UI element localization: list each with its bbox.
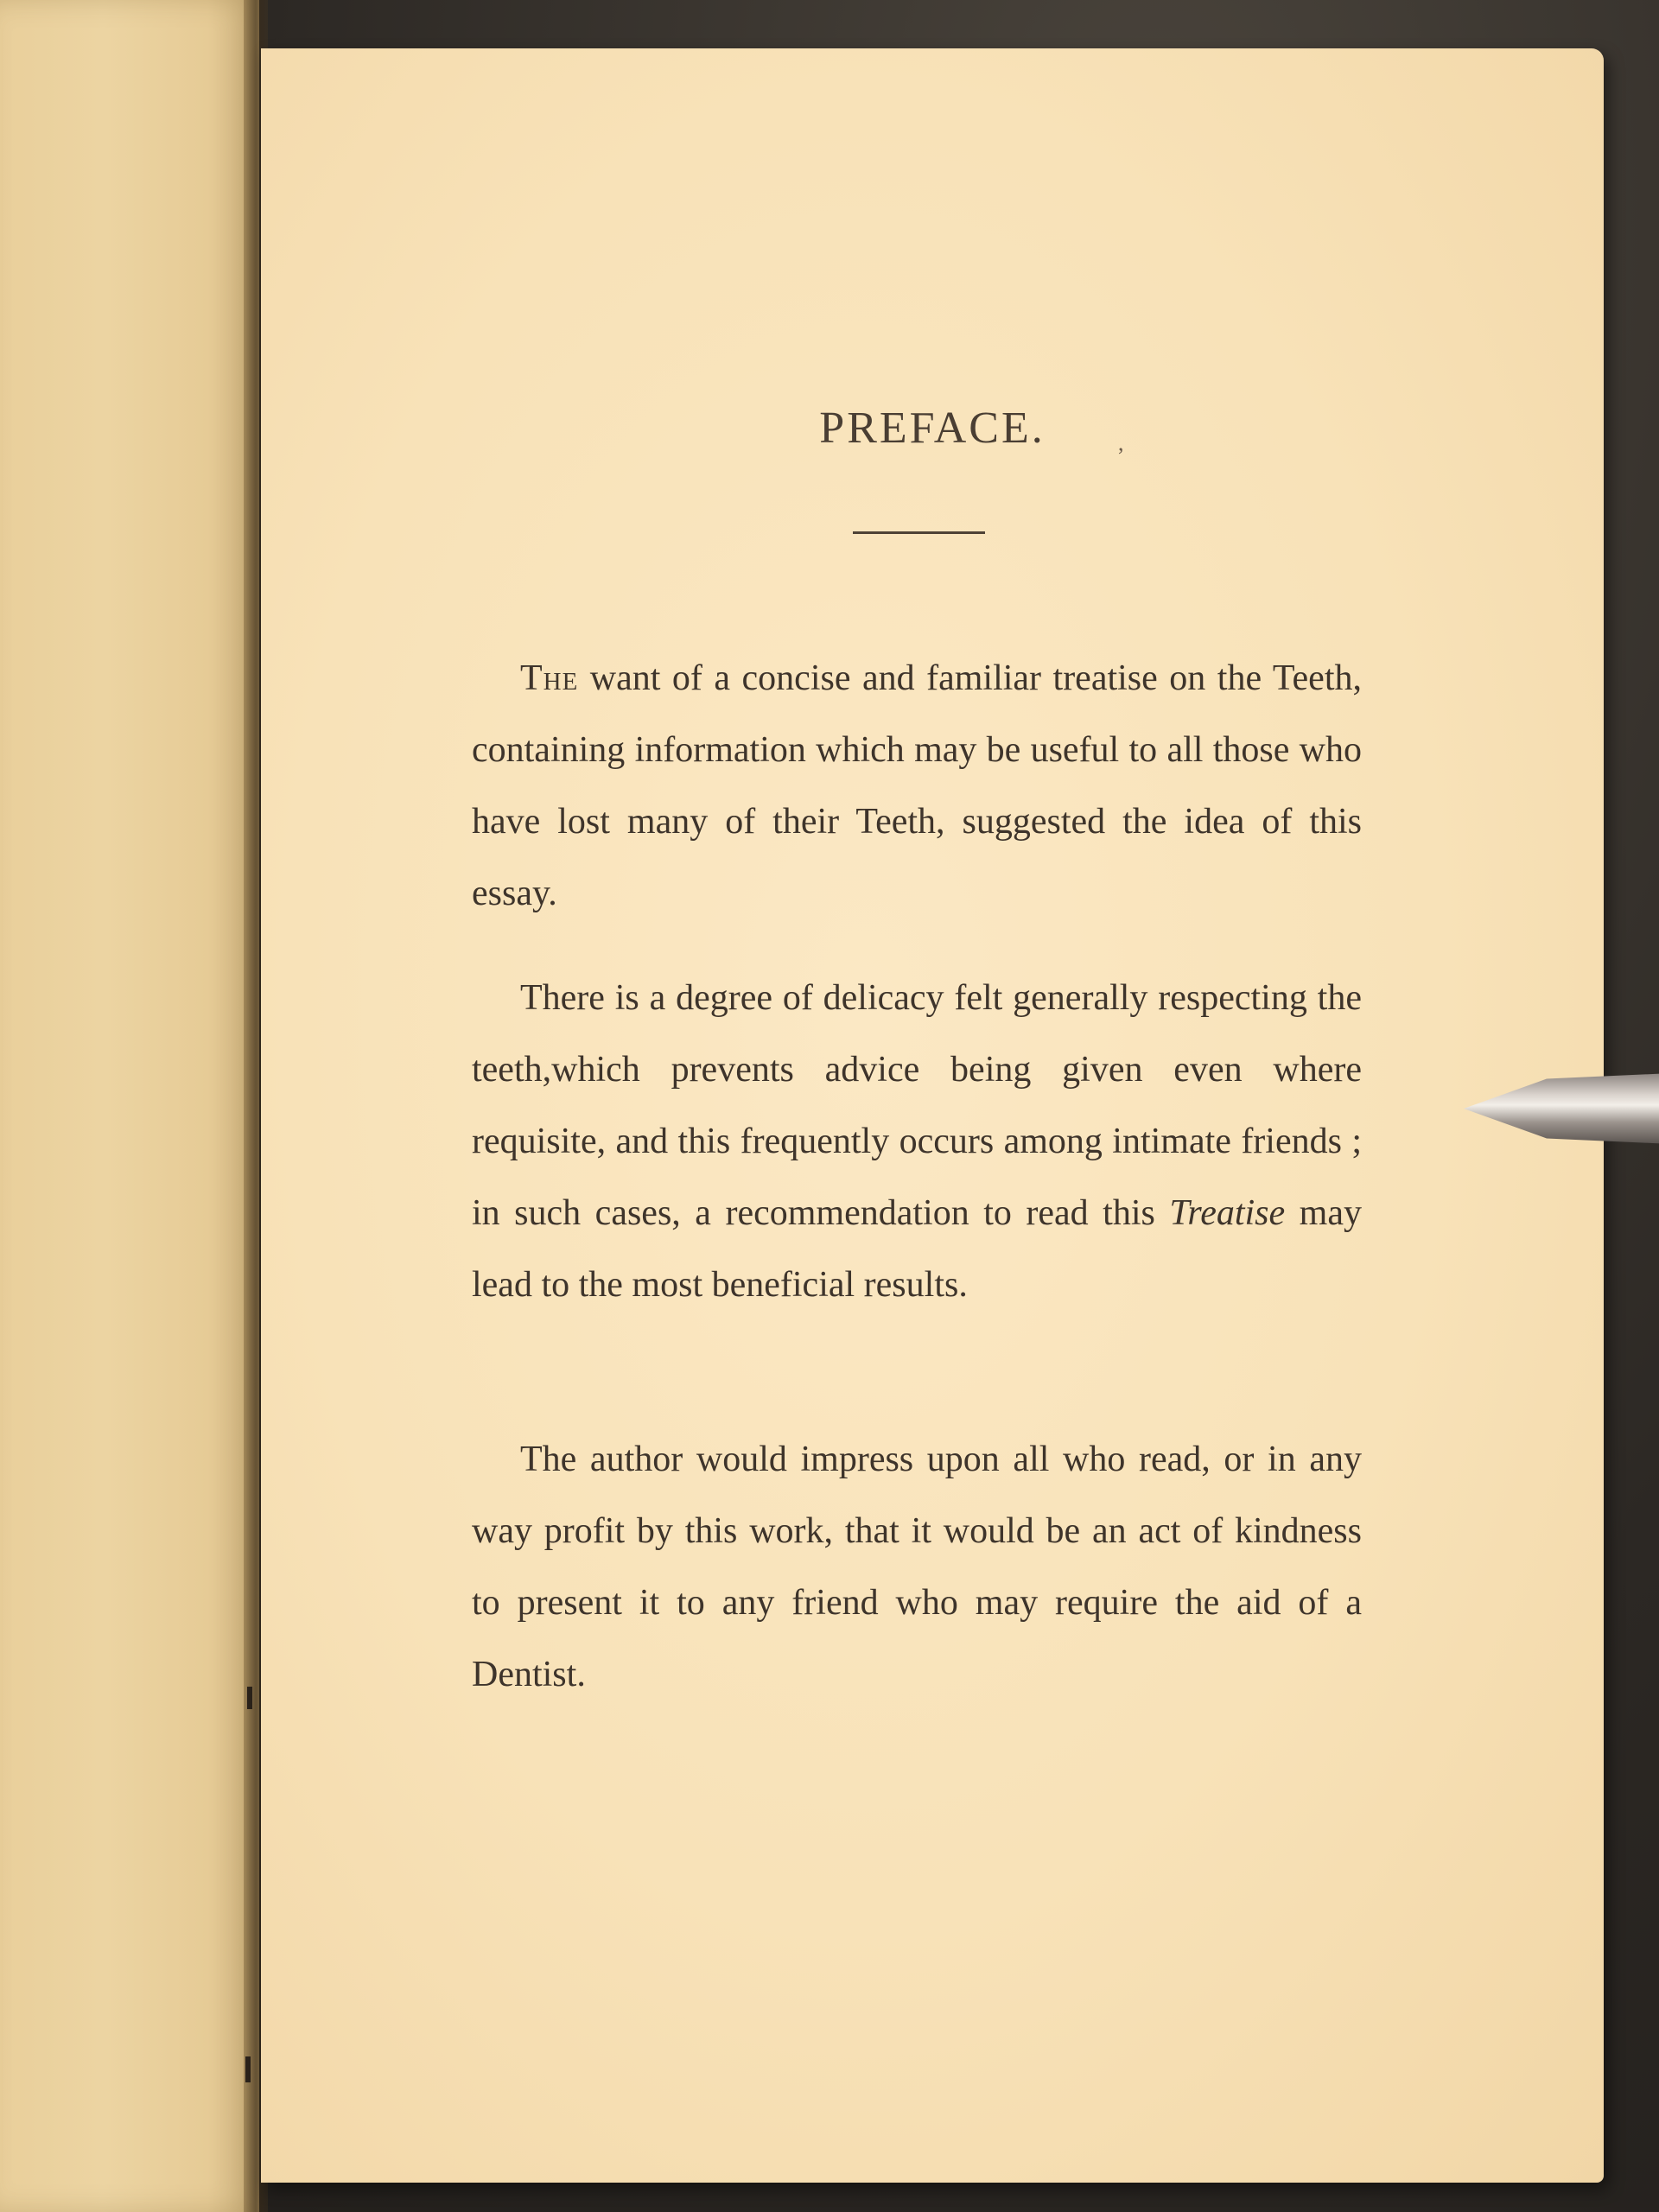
paragraph-text: want of a concise and familiar treatise on the Teeth, containing information which may be useful to all those who have lost many of their Teeth, suggested the idea of this essay. — [472, 658, 1362, 913]
pen-tip — [1464, 1073, 1659, 1144]
paragraph-text: The author would impress upon all who read, or in any way profit by this work, that it would be an act of kindness to present it to any friend who may require the aid of a Dentist. — [472, 1440, 1362, 1694]
book-page — [261, 48, 1604, 2183]
emphasized-word: Treatise — [1169, 1193, 1286, 1233]
paragraph-1 — [472, 643, 1362, 930]
binding-thread-mark — [245, 2056, 251, 2082]
paragraph-2 — [472, 963, 1362, 1321]
left-page — [0, 0, 259, 2212]
binding-thread-mark — [247, 1687, 252, 1709]
paragraph-text: may lead to the most beneficial results. — [472, 1193, 1362, 1305]
paragraph-text: There is a degree of delicacy felt generally respecting the teeth,which prevents advice being given even where requisite, and this frequently occurs among intimate friends ; in such cases, a recommendation to read this — [472, 978, 1362, 1233]
paragraph-3 — [472, 1424, 1362, 1711]
paragraph-lead: The — [520, 658, 579, 698]
page-title: PREFACE. — [819, 404, 1046, 453]
ink-mark: , — [1118, 430, 1124, 455]
pen-icon — [1464, 1073, 1659, 1144]
title-rule — [853, 531, 985, 534]
